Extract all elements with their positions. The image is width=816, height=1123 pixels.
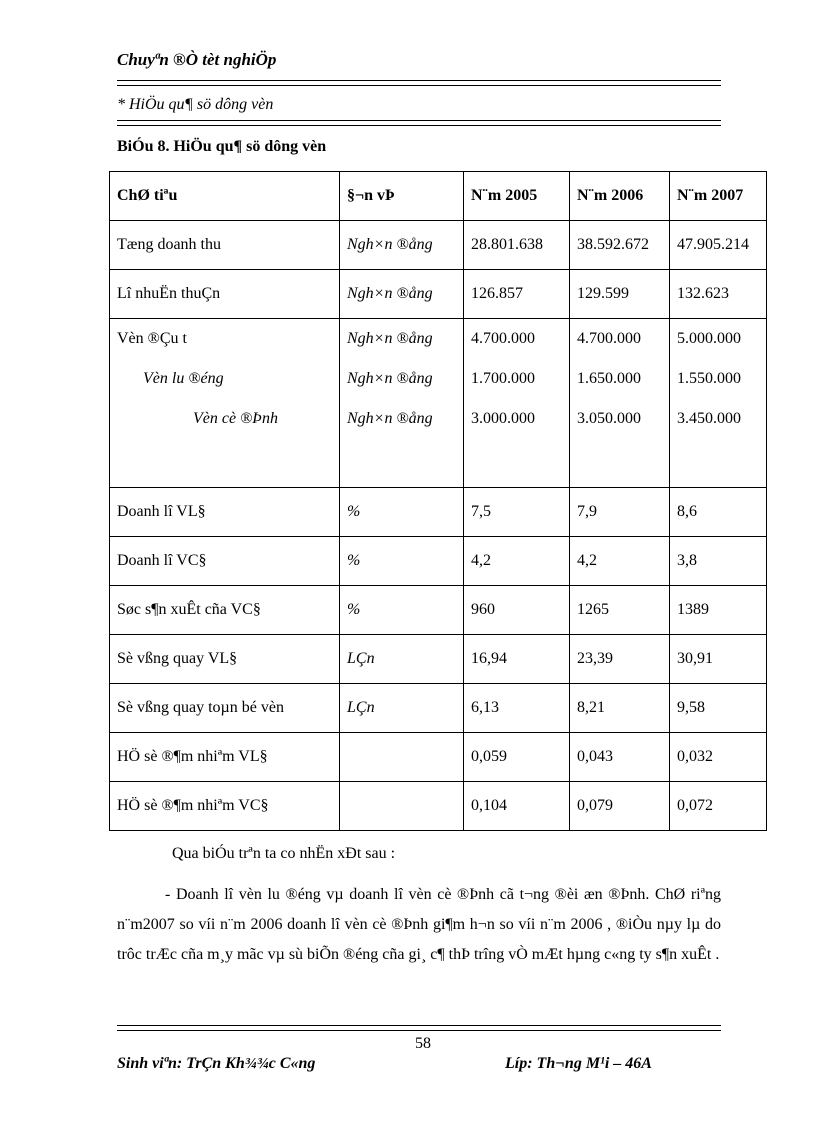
table-row (110, 221, 767, 270)
table-row (110, 733, 767, 782)
capital-2006 (570, 319, 670, 488)
cell-unit (340, 782, 464, 831)
table-row (110, 488, 767, 537)
capital-total-label: Vèn ®Çu t (117, 330, 187, 347)
cell-2006: 1.650.000 (577, 370, 641, 387)
cell-2007: 1.550.000 (677, 370, 741, 387)
table-row (110, 782, 767, 831)
cell-2005: 28.801.638 (464, 221, 570, 270)
cell-2005: 126.857 (464, 270, 570, 319)
cell-2005: 16,94 (464, 635, 570, 684)
cell-indicator: Sè vßng quay VL§ (110, 635, 340, 684)
cell-2006: 7,9 (570, 488, 670, 537)
cell-2005: 1.700.000 (471, 370, 535, 387)
cell-2007: 3,8 (670, 537, 767, 586)
cell-2007: 8,6 (670, 488, 767, 537)
table-row (110, 635, 767, 684)
cell-2007: 3.450.000 (677, 410, 741, 427)
cell-2006: 23,39 (570, 635, 670, 684)
table-row (110, 537, 767, 586)
cell-2005: 7,5 (464, 488, 570, 537)
cell-indicator: Doanh lî VC§ (110, 537, 340, 586)
footer-rule (117, 1025, 721, 1031)
cell-2007: 0,032 (670, 733, 767, 782)
cell-indicator: HÖ sè ®¶m nhiªm VC§ (110, 782, 340, 831)
footer-student: Sinh viªn: TrÇn Kh¾¾c C«ng (117, 1055, 316, 1072)
header-unit: §¬n vÞ (340, 172, 464, 221)
cell-2007: 30,91 (670, 635, 767, 684)
table-row (110, 270, 767, 319)
cell-2007: 1389 (670, 586, 767, 635)
footer-class: Líp: Th¬ng M¹i – 46A (505, 1055, 652, 1072)
cell-2007: 0,072 (670, 782, 767, 831)
fixed-capital-label: Vèn cè ®Þnh (193, 410, 279, 427)
cell-unit: % (340, 488, 464, 537)
cell-2006: 0,079 (570, 782, 670, 831)
cell-2006: 4.700.000 (577, 330, 641, 347)
cell-2005: 3.000.000 (471, 410, 535, 427)
cell-2007: 9,58 (670, 684, 767, 733)
cell-unit: % (340, 586, 464, 635)
cell-indicator: Lî nhuËn thuÇn (110, 270, 340, 319)
capital-2005 (464, 319, 570, 488)
working-capital-label: Vèn lu ®éng (143, 370, 224, 387)
cell-2007: 47.905.214 (670, 221, 767, 270)
page-number: 58 (415, 1035, 431, 1052)
body-paragraph-intro: Qua biÓu trªn ta co nhËn xÐt sau : (172, 845, 396, 862)
cell-2007: 132.623 (670, 270, 767, 319)
cell-2005: 960 (464, 586, 570, 635)
cell-unit: LÇn (340, 635, 464, 684)
cell-unit: Ngh×n ®ång (347, 370, 433, 387)
cell-2006: 8,21 (570, 684, 670, 733)
cell-2005: 4.700.000 (471, 330, 535, 347)
capital-labels (110, 319, 340, 488)
cell-indicator: Sè vßng quay toµn bé vèn (110, 684, 340, 733)
capital-2007 (670, 319, 767, 488)
cell-2006: 4,2 (570, 537, 670, 586)
table-row (110, 684, 767, 733)
section-rule (117, 120, 721, 126)
cell-indicator: HÖ sè ®¶m nhiªm VL§ (110, 733, 340, 782)
header-2007: N¨m 2007 (670, 172, 767, 221)
cell-unit (340, 733, 464, 782)
header-2005: N¨m 2005 (464, 172, 570, 221)
cell-unit: Ngh×n ®ång (347, 410, 433, 427)
cell-2007: 5.000.000 (677, 330, 741, 347)
cell-unit: Ngh×n ®ång (340, 270, 464, 319)
capital-row (110, 319, 767, 488)
cell-2005: 6,13 (464, 684, 570, 733)
cell-2006: 129.599 (570, 270, 670, 319)
cell-2006: 38.592.672 (570, 221, 670, 270)
section-label: * HiÖu qu¶ sö dông vèn (117, 96, 274, 113)
cell-unit: LÇn (340, 684, 464, 733)
capital-units (340, 319, 464, 488)
body-paragraph-analysis: - Doanh lî vèn lu ®éng vµ doanh lî vèn cè ®Þnh cã t¬ng ®èi æn ®Þnh. ChØ riªng n¨m2007 so víi n¨m 2006 doanh lî vèn cè ®Þnh gi¶m h¬n so víi n¨m 2006 , ®iÒu nµy lµ do trôc trÆc cña m¸y mãc vµ sù biÕn ®éng cña gi¸ c¶ thÞ trîng vÒ mÆt hµng c«ng ty s¶n xuÊt . (117, 886, 721, 963)
cell-indicator: Doanh lî VL§ (110, 488, 340, 537)
cell-indicator: Søc s¶n xuÊt cña VC§ (110, 586, 340, 635)
cell-2005: 0,104 (464, 782, 570, 831)
header-rule (117, 80, 721, 86)
cell-unit: % (340, 537, 464, 586)
table-row (110, 586, 767, 635)
cell-unit: Ngh×n ®ång (340, 221, 464, 270)
cell-2005: 4,2 (464, 537, 570, 586)
cell-2006: 1265 (570, 586, 670, 635)
table-title: BiÓu 8. HiÖu qu¶ sö dông vèn (117, 138, 327, 155)
cell-2006: 0,043 (570, 733, 670, 782)
header-title: Chuyªn ®Ò tèt nghiÖp (117, 50, 277, 69)
cell-2006: 3.050.000 (577, 410, 641, 427)
cell-2005: 0,059 (464, 733, 570, 782)
cell-unit: Ngh×n ®ång (347, 330, 433, 347)
header-indicator: ChØ tiªu (110, 172, 340, 221)
efficiency-table (109, 171, 767, 831)
header-2006: N¨m 2006 (570, 172, 670, 221)
cell-indicator: Tæng doanh thu (110, 221, 340, 270)
table-header-row (110, 172, 767, 221)
